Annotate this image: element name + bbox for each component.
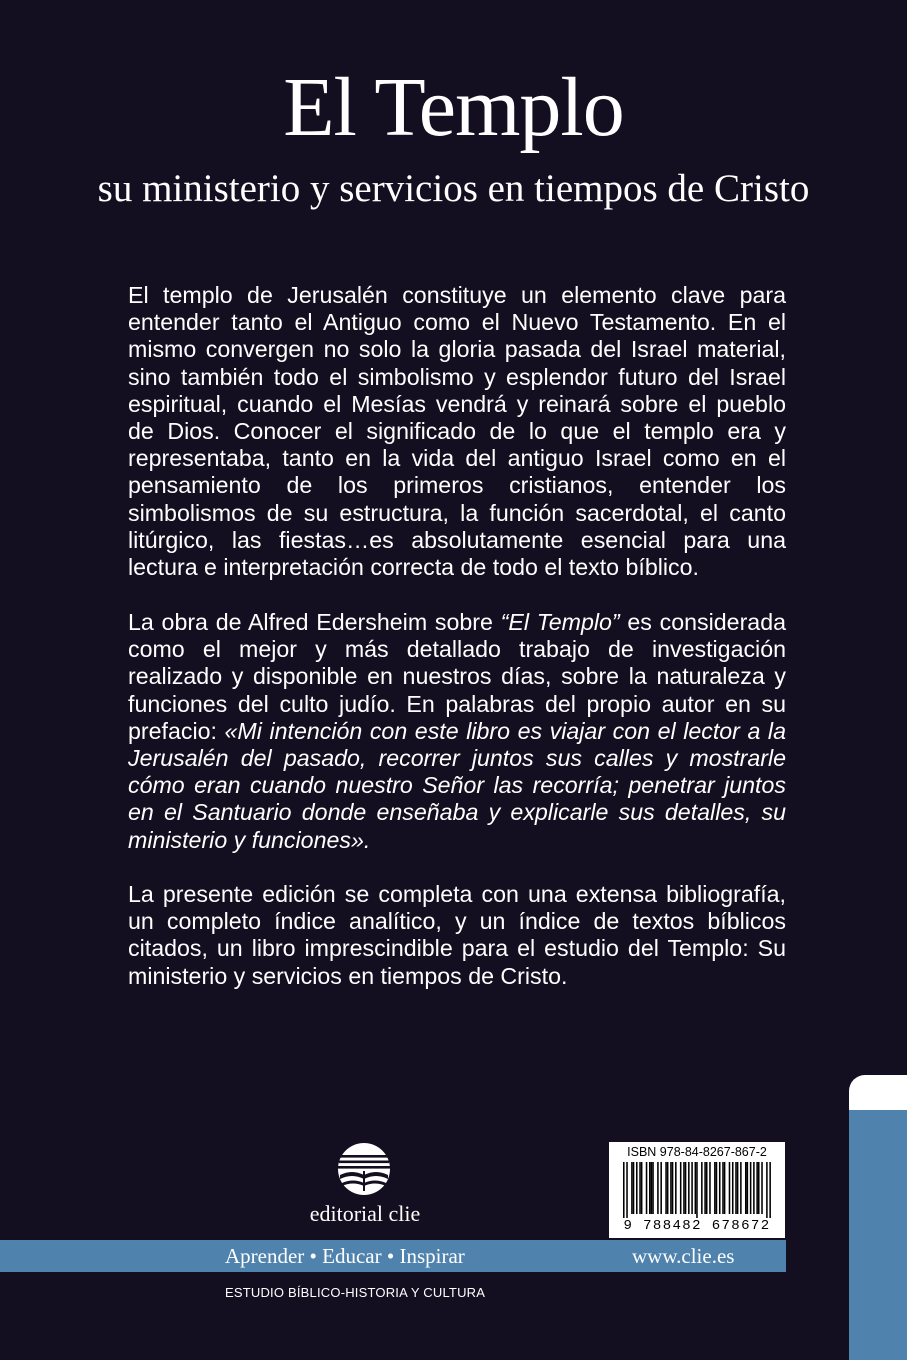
publisher-slogan: Aprender • Educar • Inspirar bbox=[225, 1244, 465, 1268]
blurb-p2-intro: La obra de Alfred Edersheim sobre bbox=[128, 609, 501, 635]
blurb-paragraph-2 bbox=[128, 609, 786, 854]
blurb-paragraph-3: La presente edición se completa con una extensa bibliografía, un completo índice analítico, y un índice de textos bíblicos citados, un libro imprescindible para el estudio del Templo: Su ministerio y servicios en tiempos de Cristo. bbox=[128, 881, 786, 989]
isbn-barcode-box bbox=[609, 1142, 785, 1238]
book-category: ESTUDIO BÍBLICO-HISTORIA Y CULTURA bbox=[225, 1285, 486, 1300]
author-quote: «Mi intención con este libro es viajar con el lector a la Jerusalén del pasado, recorrer juntos sus calles y mostrarle cómo eran cuando nuestro Señor las recorría; penetrar juntos en el Santuario donde enseñaba y explicarle sus detalles, su ministerio y funciones». bbox=[128, 717, 786, 853]
spine-strip bbox=[849, 1110, 907, 1360]
book-globe-icon bbox=[336, 1141, 392, 1197]
barcode-icon bbox=[623, 1162, 771, 1218]
book-title-reference: “El Templo” bbox=[500, 609, 620, 635]
isbn-digits: 9 788482 678672 bbox=[623, 1218, 771, 1234]
blurb-paragraph-1: El templo de Jerusalén constituye un elemento clave para entender tanto el Antiguo como el Nuevo Testamento. En el mismo convergen no solo la gloria pasada del Israel material, sino también todo el simbolismo y esplendor futuro del Israel espiritual, cuando el Mesías vendrá y reinará sobre el pueblo de Dios. Conocer el significado de lo que el templo era y representaba, tanto en la vida del antiguo Israel como en el pensamiento de los primeros cristianos, entender los simbolismos de su estructura, la función sacerdotal, el canto litúrgico, las fiestas…es absolutamente esencial para una lectura e interpretación correcta de todo el texto bíblico. bbox=[128, 282, 786, 581]
isbn-label: ISBN 978-84-8267-867-2 bbox=[627, 1145, 767, 1159]
publisher-website: www.clie.es bbox=[632, 1244, 735, 1268]
book-subtitle: su ministerio y servicios en tiempos de Cristo bbox=[97, 167, 810, 210]
book-title: El Templo bbox=[283, 61, 624, 154]
publisher-name: editorial clie bbox=[309, 1201, 421, 1226]
blurb-p2-middle: es considerada como el mejor y más detallado trabajo de investigación realizado y disponible en nuestros días, sobre la naturaleza y funciones del culto judío. En palabras del propio autor en su prefacio: bbox=[128, 609, 786, 744]
